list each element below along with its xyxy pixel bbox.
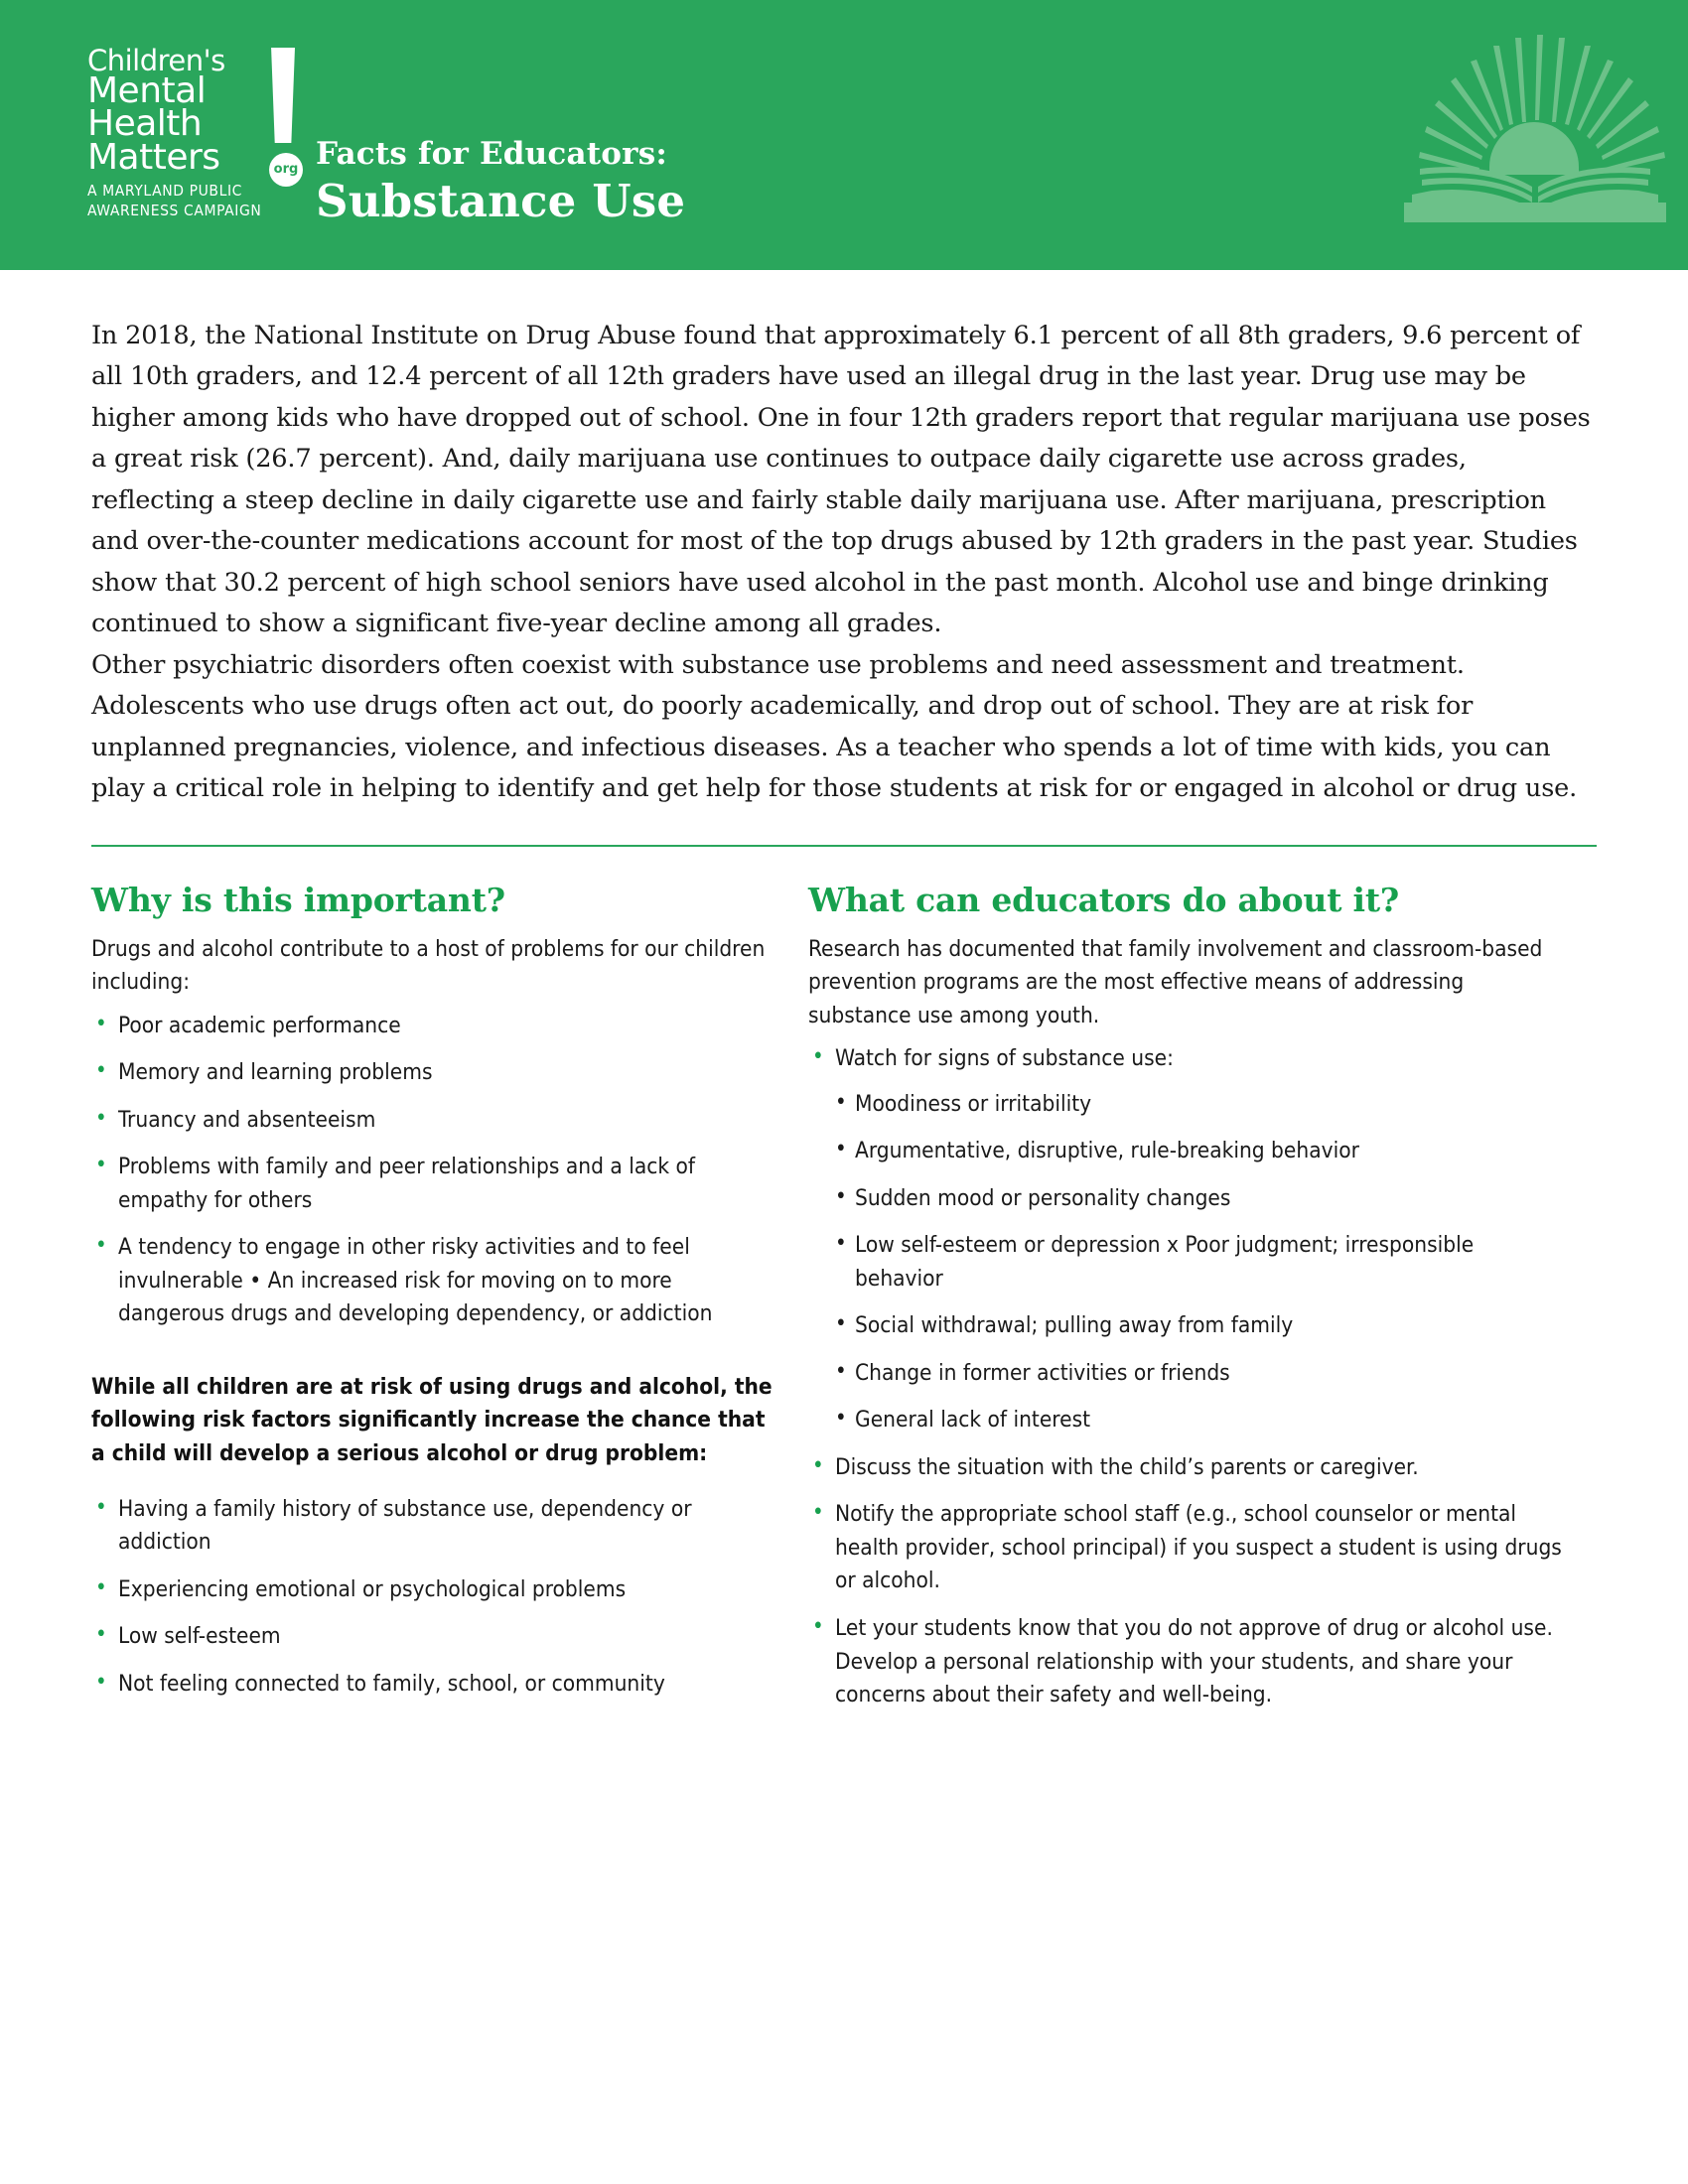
list-item: • Moodiness or irritability	[835, 1088, 1563, 1122]
list-item: • Discuss the situation with the child’s parents or caregiver.	[808, 1451, 1563, 1485]
left-column	[91, 883, 808, 1725]
list-item: • Let your students know that you do not approve of drug or alcohol use. Develop a personal relationship with your students, and share your concerns about their safety and well-being.	[808, 1612, 1563, 1712]
list-item: • Social withdrawal; pulling away from family	[835, 1309, 1563, 1343]
signs-sublist	[835, 1088, 1563, 1437]
logo-wordmark	[87, 44, 301, 178]
logo-line-2: Mental	[87, 69, 207, 111]
risk-factors-list	[91, 1493, 776, 1702]
list-item: • A tendency to engage in other risky activities and to feel invulnerable • An increased risk for moving on to more dangerous drugs and developing dependency, or addiction	[91, 1231, 776, 1331]
list-item: • Notify the appropriate school staff (e.g., school counselor or mental health provider, school principal) if you suspect a student is using drugs or alcohol.	[808, 1498, 1563, 1598]
right-column	[808, 883, 1563, 1725]
list-item: • Problems with family and peer relationships and a lack of empathy for others	[91, 1151, 776, 1217]
logo-line-4: Matters	[87, 136, 220, 178]
risk-factors-intro: While all children are at risk of using drugs and alcohol, the following risk factors significantly increase the chance that a child will develop a serious alcohol or drug problem:	[91, 1373, 773, 1466]
left-column-lead: Drugs and alcohol contribute to a host of problems for our children including:	[91, 935, 766, 996]
logo-tagline	[87, 182, 301, 221]
list-item: • General lack of interest	[835, 1404, 1563, 1437]
list-item: • Low self-esteem	[91, 1620, 776, 1654]
logo-line-3: Health	[87, 103, 203, 145]
page-content	[0, 316, 1688, 1726]
list-item: • Low self-esteem or depression x Poor judgment; irresponsible behavior	[835, 1229, 1563, 1296]
list-item: • Argumentative, disruptive, rule-breaking behavior	[835, 1135, 1563, 1168]
list-item: • Having a family history of substance use, dependency or addiction	[91, 1493, 776, 1560]
logo-tagline-line-1: A MARYLAND PUBLIC	[87, 182, 242, 201]
page-header	[0, 0, 1688, 270]
problems-list	[91, 1010, 776, 1331]
list-item: • Sudden mood or personality changes	[835, 1182, 1563, 1216]
right-column-heading: What can educators do about it?	[808, 881, 1400, 920]
logo-line-1: Children's	[87, 44, 225, 77]
header-title-block	[316, 136, 686, 227]
list-item: • Memory and learning problems	[91, 1056, 776, 1090]
campaign-logo	[87, 44, 301, 221]
sunrise-over-book-icon	[1390, 18, 1678, 231]
list-item: • Not feeling connected to family, school, or community	[91, 1668, 776, 1702]
page-title: Substance Use	[316, 175, 686, 227]
educator-actions-list	[808, 1042, 1563, 1711]
section-divider	[91, 845, 1597, 847]
list-item	[808, 1042, 1563, 1437]
logo-org-badge: org	[269, 153, 303, 187]
two-column-section	[91, 883, 1597, 1725]
watch-for-signs-label: Watch for signs of substance use:	[835, 1045, 1174, 1072]
list-item: • Poor academic performance	[91, 1010, 776, 1043]
intro-paragraph-2: Other psychiatric disorders often coexist with substance use problems and need assessment and treatment. Adolescents who use drugs often act out, do poorly academically, and drop out of school. They are at risk for unplanned pregnancies, violence, and infectious diseases. As a teacher who spends a lot of time with kids, you can play a critical role in helping to identify and get help for those students at risk for or engaged in alcohol or drug use.	[91, 649, 1578, 803]
right-column-lead: Research has documented that family involvement and classroom-based prevention programs are the most effective means of addressing substance use among youth.	[808, 935, 1543, 1028]
list-item: • Change in former activities or friends	[835, 1357, 1563, 1391]
intro-section	[91, 316, 1597, 809]
list-item: • Experiencing emotional or psychological problems	[91, 1573, 776, 1607]
left-column-heading: Why is this important?	[91, 881, 505, 920]
list-item: • Truancy and absenteeism	[91, 1104, 776, 1138]
intro-paragraph-1: In 2018, the National Institute on Drug Abuse found that approximately 6.1 percent of all 8th graders, 9.6 percent of all 10th graders, and 12.4 percent of all 12th graders have used an illegal drug in the last year. Drug use may be higher among kids who have dropped out of school. One in four 12th graders report that regular marijuana use poses a great risk (26.7 percent). And, daily marijuana use continues to outpace daily cigarette use across grades, reflecting a steep decline in daily cigarette use and fairly stable daily marijuana use. After marijuana, prescription and over-the-counter medications account for most of the top drugs abused by 12th graders in the past year. Studies show that 30.2 percent of high school seniors have used alcohol in the past month. Alcohol use and binge drinking continued to show a significant five-year decline among all grades.	[91, 321, 1591, 639]
header-eyebrow: Facts for Educators:	[316, 136, 668, 172]
logo-tagline-line-2: AWARENESS CAMPAIGN	[87, 202, 262, 220]
